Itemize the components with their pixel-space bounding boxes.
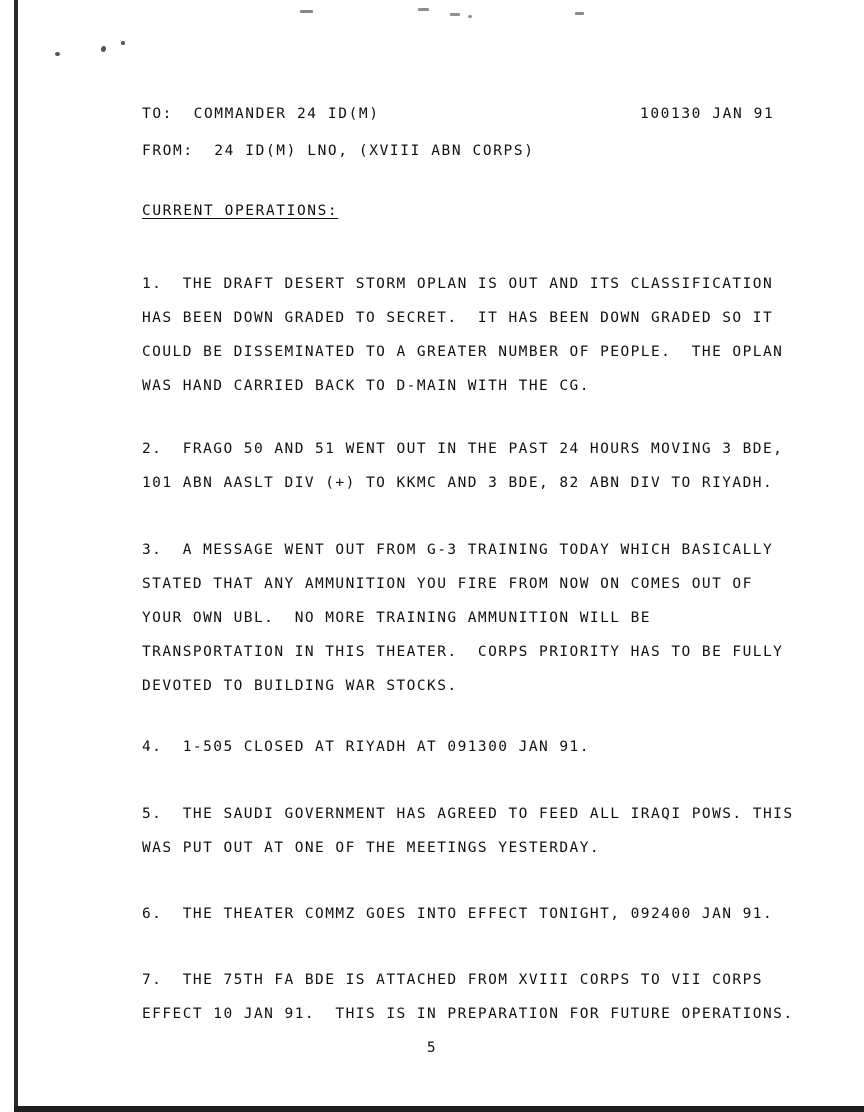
paragraph-4: 4. 1-505 CLOSED AT RIYADH AT 091300 JAN 91. (142, 739, 590, 755)
paragraph-2: 2. FRAGO 50 AND 51 WENT OUT IN THE PAST 24 HOURS MOVING 3 BDE, 101 ABN AASLT DIV (+) TO KKMC AND 3 BDE, 82 ABN DIV TO RIYADH. (142, 441, 794, 491)
page-number: 5 (426, 1040, 438, 1056)
paragraph-1: 1. THE DRAFT DESERT STORM OPLAN IS OUT AND ITS CLASSIFICATION HAS BEEN DOWN GRADED TO SECRET. IT HAS BEEN DOWN GRADED SO IT COULD BE DISSEMINATED TO A GREATER NUMBER OF PEOPLE. THE OPLAN WAS HAND CARRIED BACK TO D-MAIN WITH THE CG. (142, 276, 794, 394)
section-heading-current-operations: CURRENT OPERATIONS: (142, 203, 339, 219)
paragraph-6: 6. THE THEATER COMMZ GOES INTO EFFECT TONIGHT, 092400 JAN 91. (142, 906, 774, 922)
paragraph-7: 7. THE 75TH FA BDE IS ATTACHED FROM XVIII CORPS TO VII CORPS EFFECT 10 JAN 91. THIS IS IN PREPARATION FOR FUTURE OPERATIONS. (142, 972, 794, 1022)
paragraph-3: 3. A MESSAGE WENT OUT FROM G-3 TRAINING TODAY WHICH BASICALLY STATED THAT ANY AMMUNITION YOU FIRE FROM NOW ON COMES OUT OF YOUR OWN UBL. NO MORE TRAINING AMMUNITION WILL BE TRANSPORTATION IN THIS THEATER. CORPS PRIORITY HAS TO BE FULLY DEVOTED TO BUILDING WAR STOCKS. (142, 542, 794, 694)
paragraph-5: 5. THE SAUDI GOVERNMENT HAS AGREED TO FEED ALL IRAQI POWS. THIS WAS PUT OUT AT ONE OF THE MEETINGS YESTERDAY. (142, 806, 804, 856)
memo-from-line: FROM: 24 ID(M) LNO, (XVIII ABN CORPS) (142, 143, 535, 159)
memo-to-line: TO: COMMANDER 24 ID(M) (142, 106, 380, 122)
memo-date-time-group: 100130 JAN 91 (640, 106, 775, 122)
